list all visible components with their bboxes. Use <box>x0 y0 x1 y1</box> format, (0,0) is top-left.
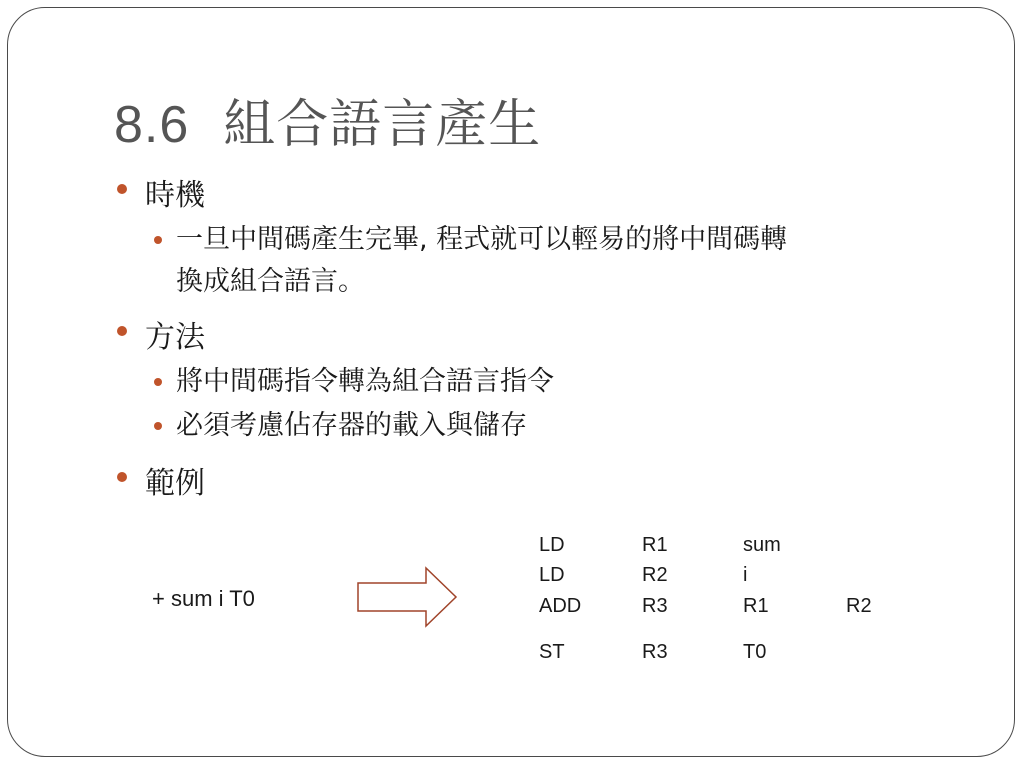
intermediate-code: + sum i T0 <box>152 586 255 611</box>
bullet-timing-label: 時機 <box>145 178 205 213</box>
asm-row-4-arg2: T0 <box>743 641 767 663</box>
bullet-method <box>145 312 205 356</box>
asm-row-3-arg1: R3 <box>642 595 668 617</box>
bullet-timing-sub-line-2: 換成組合語言。 <box>176 266 365 297</box>
bullet-example <box>145 458 205 502</box>
asm-row-1-op: LD <box>539 534 565 556</box>
asm-row-3-arg3: R2 <box>846 595 872 617</box>
asm-row-1-arg1: R1 <box>642 534 668 556</box>
bullet-example-label: 範例 <box>145 466 205 501</box>
bullet-method-sub-line-1: 將中間碼指令轉為組合語言指令 <box>176 366 554 397</box>
sub-bullet-dot <box>154 236 162 244</box>
bullet-method-sub-1 <box>176 362 554 402</box>
bullet-timing-sub-continued <box>176 262 365 302</box>
bullet-timing-sub-line-1: 一旦中間碼產生完畢, 程式就可以輕易的將中間碼轉 <box>176 224 788 255</box>
asm-row-3-op: ADD <box>539 595 582 617</box>
bullet-method-label: 方法 <box>145 320 205 355</box>
bullet-dot <box>117 472 127 482</box>
bullet-dot <box>117 184 127 194</box>
bullet-timing-sub <box>176 220 787 260</box>
sub-bullet-dot <box>154 378 162 386</box>
asm-row-2-op: LD <box>539 564 565 586</box>
bullet-method-sub-2 <box>176 406 527 446</box>
sub-bullet-dot <box>154 422 162 430</box>
asm-row-4-arg1: R3 <box>642 641 668 663</box>
bullet-dot <box>117 326 127 336</box>
asm-row-2-arg2: i <box>743 564 748 586</box>
section-title: 組合語言產生 <box>223 95 542 155</box>
bullet-method-sub-line-2: 必須考慮佔存器的載入與儲存 <box>176 410 527 441</box>
asm-row-1-arg2: sum <box>743 534 781 556</box>
asm-row-4-op: ST <box>539 641 565 663</box>
slide-title <box>114 82 541 157</box>
right-arrow-icon <box>356 566 458 628</box>
asm-row-3-arg2: R1 <box>743 595 769 617</box>
section-number: 8.6 <box>114 96 190 154</box>
asm-row-2-arg1: R2 <box>642 564 668 586</box>
bullet-timing <box>145 170 205 214</box>
